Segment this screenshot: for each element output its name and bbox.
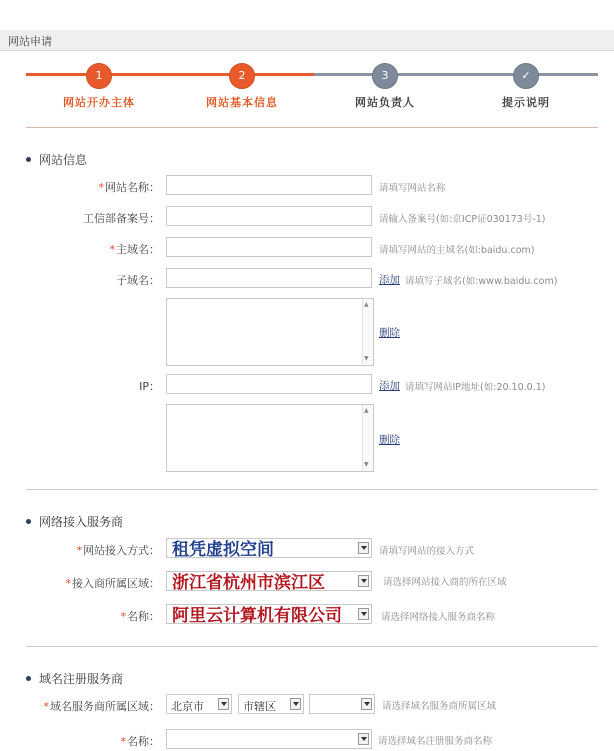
step-3-circle: 3 [372,63,398,89]
provider-name-label: *名称： [120,610,160,623]
scrollbar[interactable] [362,405,373,471]
subdomain-hint: 请填写子域名(如:www.baidu.com) [405,276,558,287]
main-domain-input[interactable] [166,237,372,257]
subdomain-label: 子域名： [116,274,160,287]
registrar-district-select[interactable] [238,694,304,714]
scroll-down-icon[interactable]: ▼ [364,355,369,362]
registrar-district-value: 市辖区 [243,700,276,713]
scroll-up-icon[interactable]: ▲ [364,301,369,308]
step-1-circle: 1 [86,63,112,89]
chevron-down-icon[interactable] [290,698,301,710]
progress-line-todo [314,73,598,76]
step-4-label: 提示说明 [502,96,550,109]
subdomain-delete-link[interactable]: 删除 [379,327,400,339]
provider-name-value: 阿里云计算机有限公司 [172,606,342,626]
scroll-up-icon[interactable]: ▲ [364,407,369,414]
icp-hint: 请输入备案号(如:京ICP证030173号-1) [379,214,546,225]
page-title: 网站申请 [8,35,52,48]
step-4-check-icon: ✓ [513,63,539,89]
subdomain-list[interactable] [166,298,374,366]
provider-region-value: 浙江省杭州市滨江区 [172,573,325,593]
section-network-title: 网络接入服务商 [26,513,123,530]
progress-line-done [26,73,314,76]
registrar-sub-select[interactable] [309,694,375,714]
registrar-region-label: *域名服务商所属区域： [43,700,160,713]
chevron-down-icon[interactable] [358,608,369,620]
scrollbar[interactable] [362,299,373,365]
ip-label: IP： [139,380,160,393]
step-2-circle: 2 [229,63,255,89]
registrar-name-select[interactable] [166,729,372,749]
site-name-input[interactable] [166,175,372,195]
section-registrar-title: 域名注册服务商 [26,670,123,687]
site-name-label: *网站名称： [98,181,160,194]
registrar-region-hint: 请选择域名服务商所属区域 [382,701,497,712]
registrar-city-value: 北京市 [171,700,204,713]
provider-name-hint: 请选择网络接入服务商名称 [381,612,496,623]
step-3-label: 网站负责人 [355,96,415,109]
divider [26,489,598,490]
registrar-city-select[interactable] [166,694,232,714]
registrar-name-label: *名称： [120,735,160,748]
subdomain-input[interactable] [166,268,372,288]
site-name-hint: 请填写网站名称 [379,183,446,194]
ip-input[interactable] [166,374,372,394]
provider-region-hint: 请选择网站接入商的所在区域 [383,577,507,588]
access-method-label: *网站接入方式： [76,544,160,557]
ip-list[interactable] [166,404,374,472]
step-1-label: 网站开办主体 [63,96,135,109]
chevron-down-icon[interactable] [218,698,229,710]
divider [26,646,598,647]
main-domain-hint: 请填写网站的主域名(如:baidu.com) [379,245,535,256]
subdomain-add-link[interactable]: 添加 [379,274,400,286]
divider [26,127,598,128]
icp-input[interactable] [166,206,372,226]
provider-region-label: *接入商所属区域： [65,577,160,590]
chevron-down-icon[interactable] [361,698,372,710]
bullet-icon [26,676,31,681]
step-2-label: 网站基本信息 [206,96,278,109]
access-method-hint: 请填写网站的接入方式 [379,546,475,557]
chevron-down-icon[interactable] [358,575,369,587]
page-header [0,30,614,51]
scroll-down-icon[interactable]: ▼ [364,461,369,468]
ip-delete-link[interactable]: 删除 [379,434,400,446]
main-domain-label: *主域名： [109,243,160,256]
progress-steps [0,58,614,118]
access-method-value: 租凭虚拟空间 [172,540,274,560]
ip-hint: 请填写网站IP地址(如:20.10.0.1) [405,382,546,393]
bullet-icon [26,519,31,524]
registrar-name-hint: 请选择域名注册服务商名称 [378,736,493,747]
chevron-down-icon[interactable] [358,733,369,745]
chevron-down-icon[interactable] [358,542,369,554]
bullet-icon [26,157,31,162]
icp-label: 工信部备案号： [83,212,160,225]
section-site-info-title: 网站信息 [26,151,87,168]
ip-add-link[interactable]: 添加 [379,380,400,392]
